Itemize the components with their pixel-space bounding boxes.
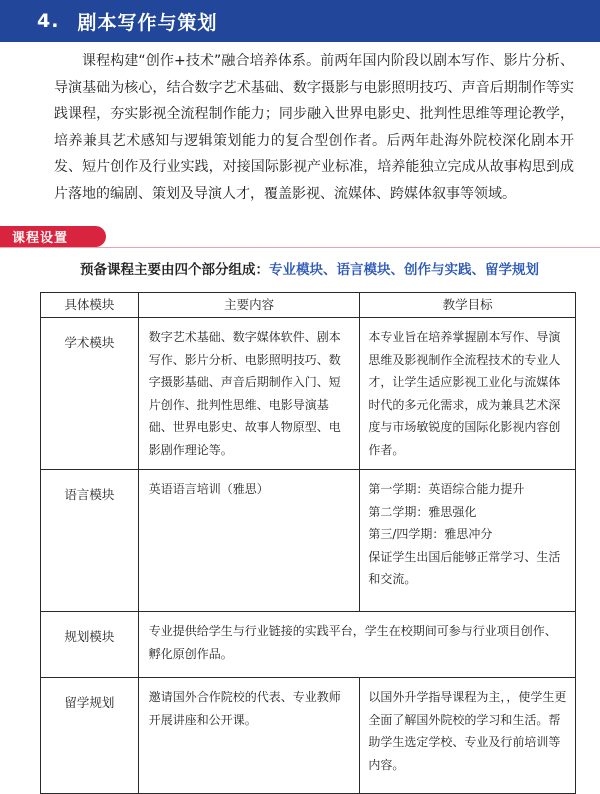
section-number: 4. bbox=[37, 10, 60, 32]
intro-paragraph: 课程构建“创作+技术”融合培养体系。前两年国内阶段以剧本写作、影片分析、导演基础为核心，结合数字艺术基础、数字摄影与电影照明技巧、声音后期制作等实践课程，夯实影视全流程制作能力；同步融入世界电影史、批判性思维等理论教学，培养兼具艺术感知与逻辑策划能力的复合型创作者。后两年赴海外院校深化剧本开发、短片创作及行业实践，对接国际影视产业标准，培养能独立完成从故事构思到成片落地的编剧、策划及导演人才，覆盖影视、流媒体、跨媒体叙事等领域。 bbox=[54, 53, 574, 202]
header-goal: 教学目标 bbox=[360, 293, 576, 318]
goal-line: 第二学期：雅思强化 bbox=[368, 504, 477, 519]
content-cell: 数字艺术基础、数字媒体软件、剧本写作、影片分析、电影照明技巧、数字摄影基础、声音后期制作入门、短片创作、批判性思维、电影导演基础、世界电影史、故事人物原型、电影剧作理论等。 bbox=[138, 318, 360, 470]
lead-prefix: 预备课程主要由四个部分组成： bbox=[80, 262, 269, 278]
section-header bbox=[0, 0, 600, 42]
module-cell: 学术模块 bbox=[41, 318, 139, 470]
goal-cell bbox=[360, 318, 576, 470]
module-cell: 规划模块 bbox=[41, 612, 139, 678]
goal-line: 本专业旨在培养掌握剧本写作、导演思维及影视制作全流程技术的专业人才，让学生适应影视工业化与流媒体时代的多元化需求，成为兼具艺术深度与市场敏锐度的国际化影视内容创作者。 bbox=[368, 330, 561, 457]
course-settings-tag: 课程设置 bbox=[0, 226, 106, 247]
goal-line: 第三/四学期：雅思冲分 bbox=[368, 527, 493, 541]
module-cell: 留学规划 bbox=[41, 678, 139, 794]
course-lead-line bbox=[80, 258, 595, 278]
header-content: 主要内容 bbox=[138, 293, 360, 318]
content-cell: 邀请国外合作院校的代表、专业教师开展讲座和公开课。 bbox=[138, 678, 360, 794]
header-module: 具体模块 bbox=[41, 293, 139, 318]
goal-cell bbox=[360, 470, 576, 612]
goal-line: 第一学期：英语综合能力提升 bbox=[368, 482, 525, 496]
goal-line: 保证学生出国后能够正常学习、生活和交流。 bbox=[368, 549, 561, 586]
section-title: 剧本写作与策划 bbox=[77, 11, 218, 34]
module-cell: 语言模块 bbox=[41, 470, 139, 612]
table-row bbox=[41, 470, 576, 612]
lead-highlight: 专业模块、语言模块、创作与实践、留学规划 bbox=[269, 262, 539, 278]
goal-line: 以国外升学指导课程为主，，使学生更全面了解国外院校的学习和生活。帮助学生选定学校、专业及行前培训等内容。 bbox=[368, 690, 567, 772]
table-header-row bbox=[41, 293, 576, 318]
table-row bbox=[41, 318, 576, 470]
table-row bbox=[41, 678, 576, 794]
course-table bbox=[40, 292, 576, 794]
section-divider bbox=[0, 247, 600, 248]
table-row bbox=[41, 612, 576, 678]
content-cell: 专业提供给学生与行业链接的实践平台，学生在校期间可参与行业项目创作、孵化原创作品。 bbox=[138, 612, 575, 678]
content-cell: 英语语言培训（雅思） bbox=[138, 470, 360, 612]
goal-cell bbox=[360, 678, 576, 794]
